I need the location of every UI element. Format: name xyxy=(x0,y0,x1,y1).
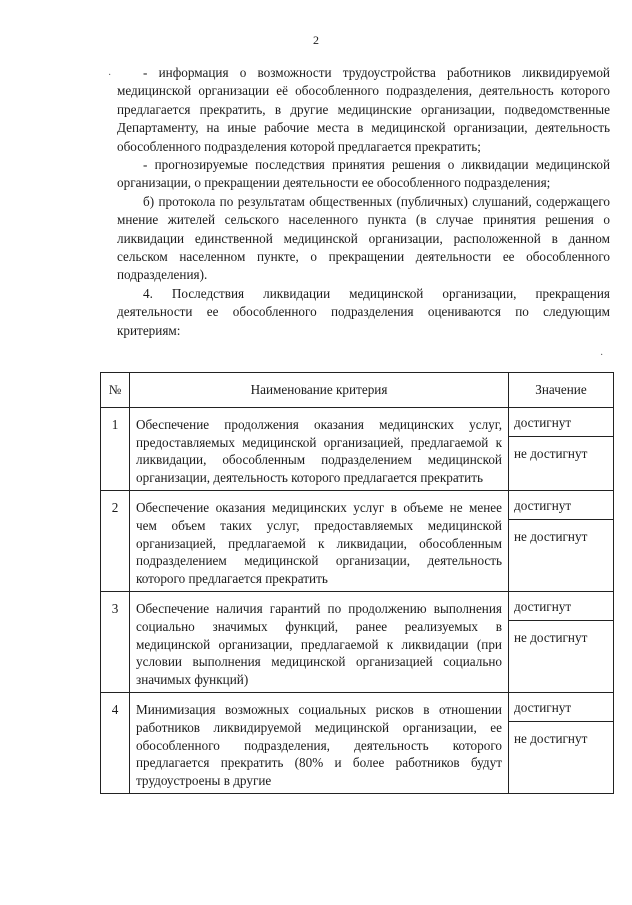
value-cell xyxy=(509,408,614,491)
paragraph-employment-info: - информация о возможности трудоустройства работников ликвидируемой медицинской организации её обособленного подразделения, деятельность которого предлагается прекратить, в другие медицинские организации, подведомственные Департаменту, на иные рабочие места в медицинской организации, деятельность обособленного подразделения которой предлагается прекратить; xyxy=(117,65,610,154)
value-cell xyxy=(509,491,614,592)
paragraph-protocol: б) протокола по результатам общественных (публичных) слушаний, содержащего мнение жителей сельского населенного пункта (в случае принятия решения о ликвидации единственной медицинской организации, расположенной в данном сельском населенном пункте, о прекращении деятельности ее обособленного подразделения). xyxy=(117,193,610,283)
value-cell xyxy=(509,592,614,693)
table-row xyxy=(101,491,614,592)
row-number: 4 xyxy=(101,693,130,794)
criteria-table xyxy=(100,372,614,794)
table-row xyxy=(101,408,614,491)
value-not-achieved: не достигнут xyxy=(514,731,588,747)
row-number: 1 xyxy=(101,408,130,491)
value-not-achieved: не достигнут xyxy=(514,529,588,545)
value-cell xyxy=(509,693,614,794)
header-number: № xyxy=(101,373,130,408)
header-criterion: Наименование критерия xyxy=(130,373,509,408)
paragraph-criteria-intro: 4. Последствия ликвидации медицинской организации, прекращения деятельности ее обособленного подразделения оцениваются по следующим критериям: xyxy=(117,285,610,338)
value-not-achieved: не достигнут xyxy=(514,630,588,646)
criterion-name: Обеспечение продолжения оказания медицинских услуг, предоставляемых медицинской организацией, предлагаемой к ликвидации, обособленным подразделением медицинской организации, деятельность которого предлагается прекратить xyxy=(130,408,509,491)
header-value: Значение xyxy=(509,373,614,408)
table-row xyxy=(101,592,614,693)
row-number: 3 xyxy=(101,592,130,693)
page-number: 2 xyxy=(313,33,319,47)
value-achieved: достигнут xyxy=(509,408,613,437)
row-number: 2 xyxy=(101,491,130,592)
scan-speck: · xyxy=(108,70,112,81)
table-row xyxy=(101,693,614,794)
table-header-row xyxy=(101,373,614,408)
criterion-name: Обеспечение наличия гарантий по продолжению выполнения социально значимых функций, ранее реализуемых в медицинской организации, предлагаемой к ликвидации (при условии выполнения медицинской организацией социально значимых функций) xyxy=(130,592,509,693)
paragraph-consequences: - прогнозируемые последствия принятия решения о ликвидации медицинской организации, о прекращении деятельности ее обособленного подразделения; xyxy=(117,157,610,191)
value-achieved: достигнут xyxy=(509,693,613,722)
value-not-achieved: не достигнут xyxy=(514,446,588,461)
value-achieved: достигнут xyxy=(509,592,613,621)
criterion-name: Обеспечение оказания медицинских услуг в объеме не менее чем объем таких услуг, предоставляемых медицинской организацией, предлагаемой к ликвидации, обособленным подразделением медицинской организации, деятельность которого предлагается прекратить xyxy=(130,491,509,592)
criterion-name: Минимизация возможных социальных рисков в отношении работников ликвидируемой медицинской организации, ее обособленного подразделения, деятельность которого предлагается прекратить (80% и более работников будут трудоустроены в другие xyxy=(130,693,509,794)
value-achieved: достигнут xyxy=(509,491,613,520)
body-text xyxy=(117,64,610,340)
scan-speck: · xyxy=(600,350,604,361)
